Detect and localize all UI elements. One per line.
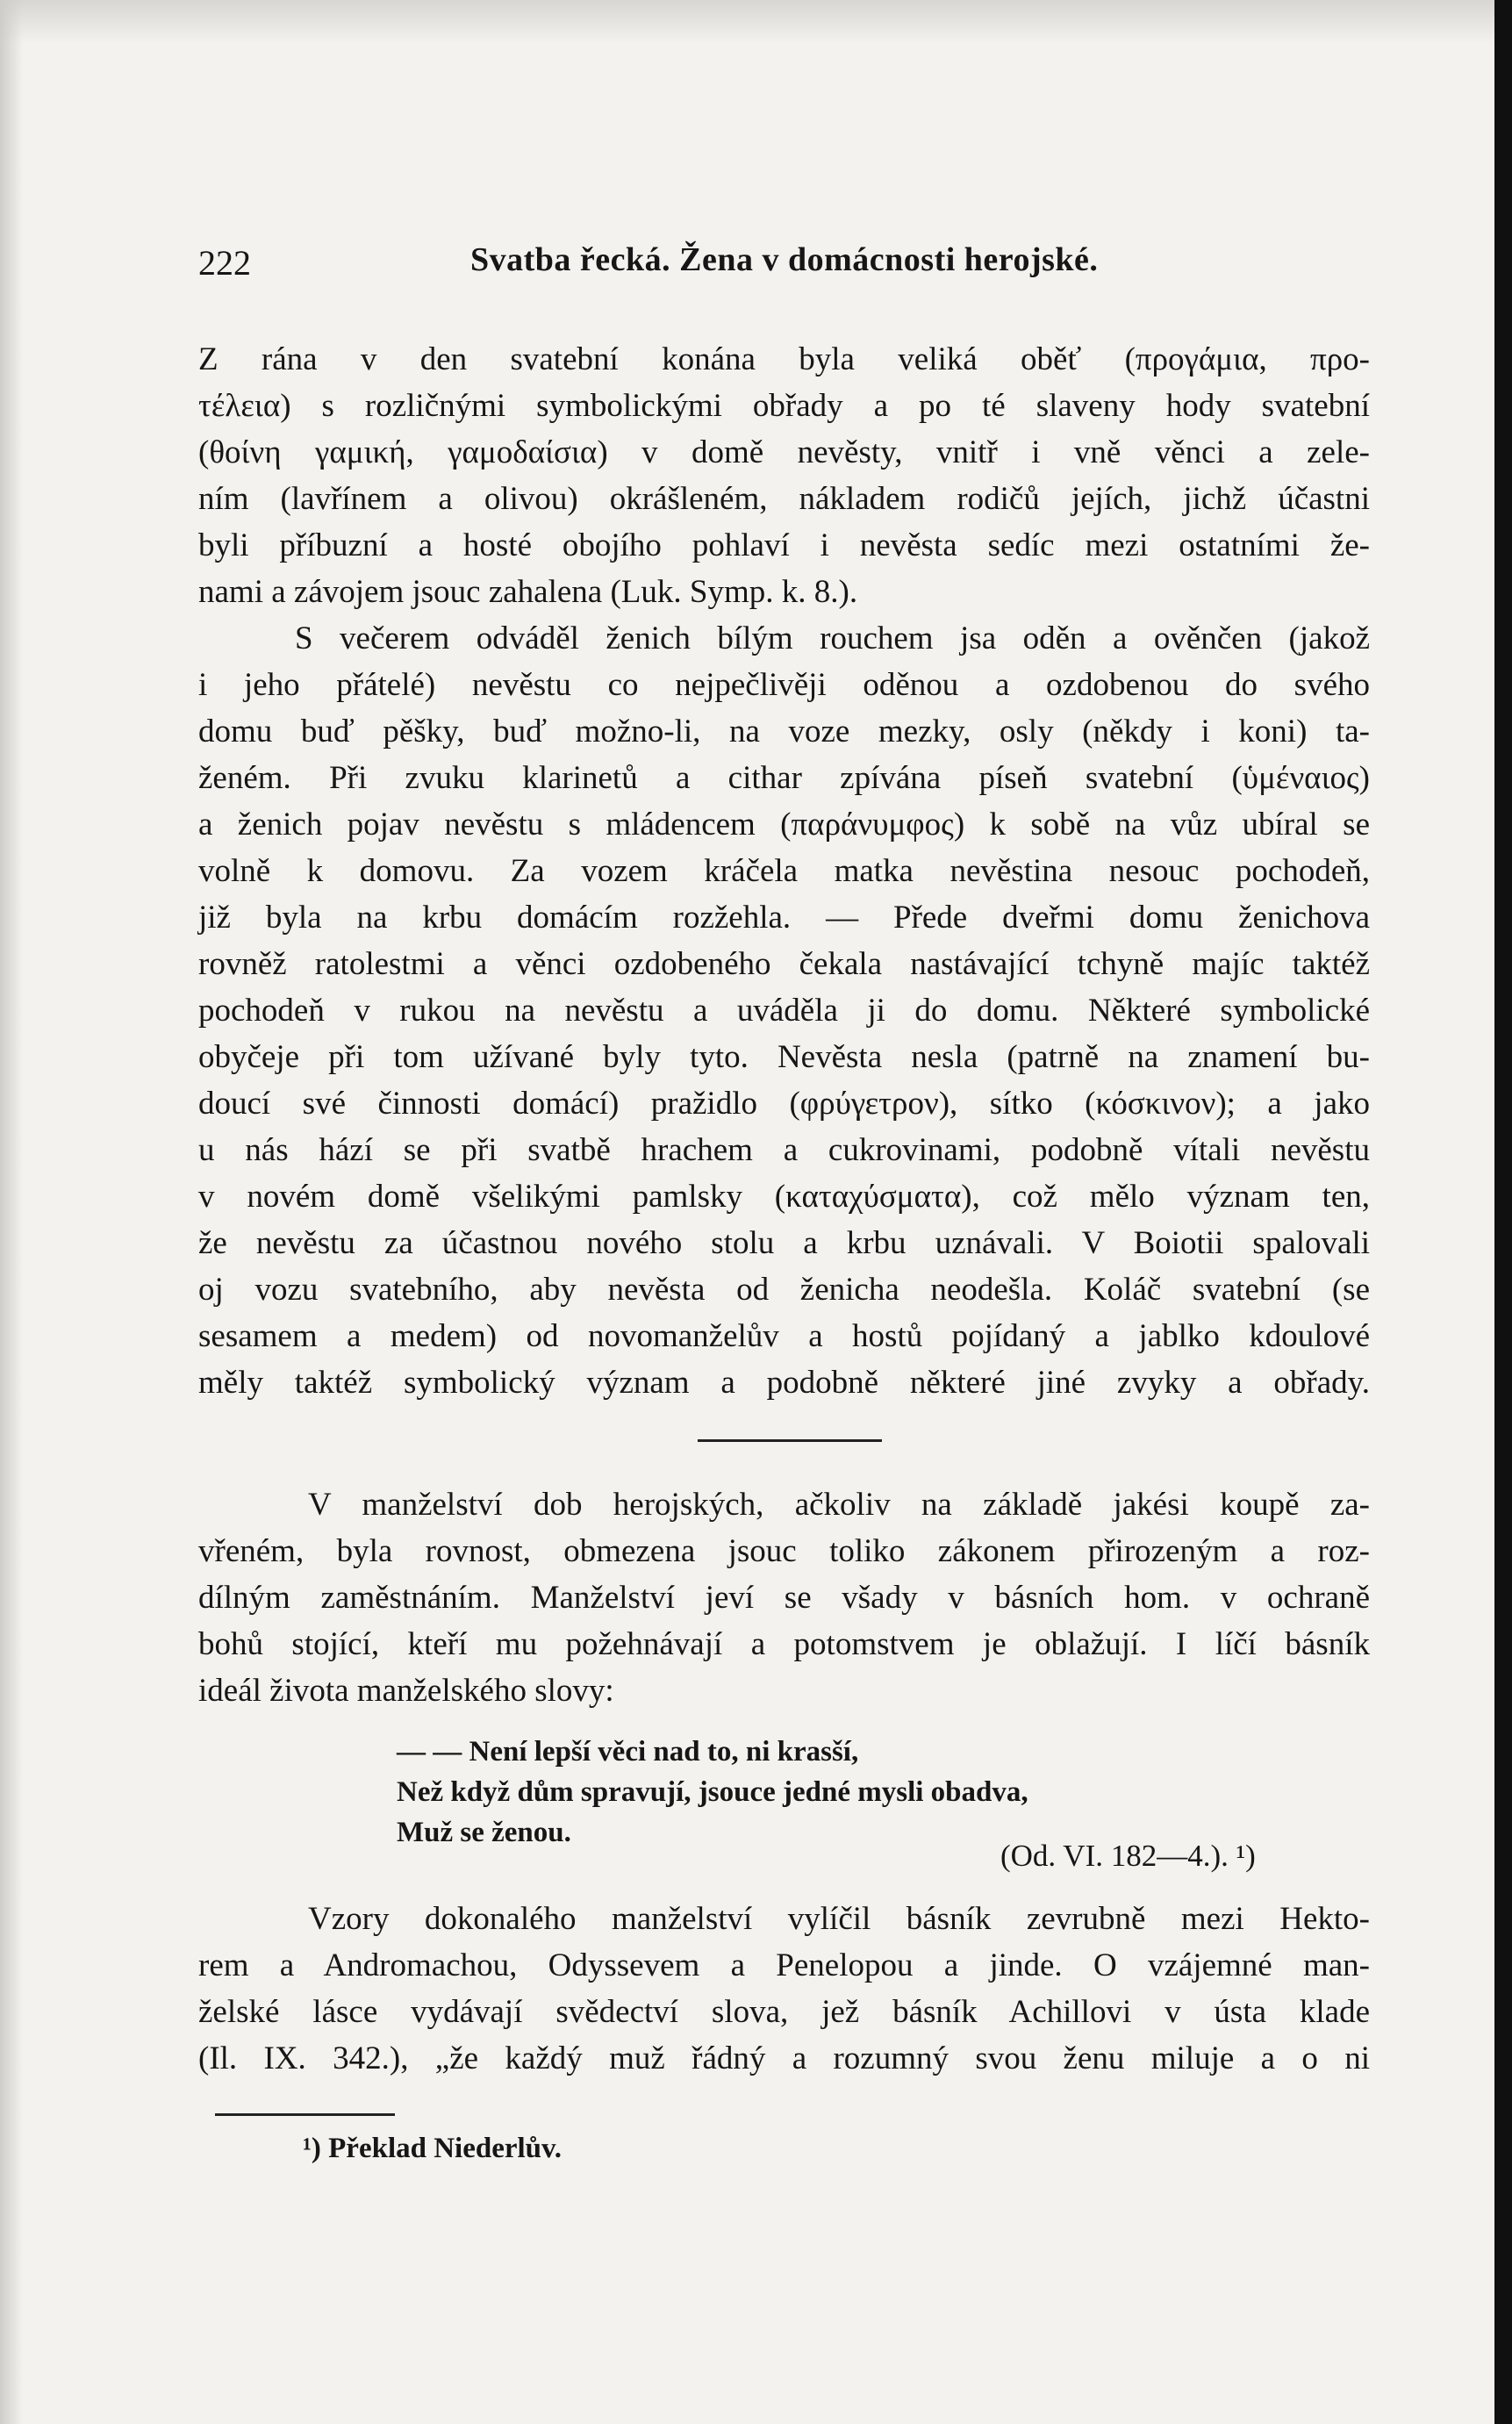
text-line: v novém domě všelikými pamlsky (καταχύσματα), což mělo význam ten, — [198, 1179, 1370, 1215]
text-line: rovněž ratolestmi a věnci ozdobeného čekala nastávající tchyně majíc taktéž — [198, 946, 1370, 982]
paragraph-heroic-marriage — [198, 1481, 1370, 1714]
verse-quote — [397, 1732, 1028, 1853]
text-line: oj vozu svatebního, aby nevěsta od ženicha neodešla. Koláč svatební (se — [198, 1272, 1370, 1308]
text-line: byli příbuzní a hosté obojího pohlaví i nevěsta sedíc mezi ostatními že- — [198, 527, 1370, 563]
text-line: Z rána v den svatební konána byla veliká oběť (προγάμια, προ- — [198, 341, 1370, 377]
text-line: τέλεια) s rozličnými symbolickými obřady a po té slaveny hody svatební — [198, 388, 1370, 424]
scan-border-right — [1494, 0, 1512, 2424]
text-line: pochodeň v rukou na nevěstu a uváděla ji do domu. Některé symbolické — [198, 993, 1370, 1029]
footnote: ¹) Překlad Niederlův. — [303, 2133, 562, 2164]
text-line: bohů stojící, kteří mu požehnávají a potomstvem je oblažují. I líčí básník — [198, 1626, 1370, 1662]
text-line: S večerem odváděl ženich bílým rouchem jsa oděn a ověnčen (jakož — [295, 620, 1370, 656]
footnote-rule — [215, 2113, 395, 2116]
text-line: měly taktéž symbolický význam a podobně některé jiné zvyky a obřady. — [198, 1365, 1370, 1401]
text-line: vřeném, byla rovnost, obmezena jsouc toliko zákonem přirozeným a roz- — [198, 1533, 1370, 1569]
paragraph-wedding-rites — [198, 336, 1370, 1406]
section-divider — [698, 1439, 882, 1442]
page-header — [198, 235, 1370, 288]
text-line: sesamem a medem) od novomanželův a hostů pojídaný a jablko kdoulové — [198, 1318, 1370, 1354]
text-line: již byla na krbu domácím rozžehla. — Přede dveřmi domu ženichova — [198, 900, 1370, 936]
page-shadow-top — [0, 0, 1494, 44]
verse-line: — — Není lepší věci nad to, ni krasší, — [397, 1736, 859, 1768]
text-line: obyčeje při tom užívané byly tyto. Nevěsta nesla (patrně na znamení bu- — [198, 1039, 1370, 1075]
paragraph-marriage-models — [198, 1896, 1370, 2082]
text-line: ním (lavřínem a olivou) okrášleném, nákladem rodičů jejích, jichž účastni — [198, 481, 1370, 517]
text-line: domu buď pěšky, buď možno-li, na voze mezky, osly (někdy i koni) ta- — [198, 714, 1370, 749]
page-shadow-left — [0, 0, 23, 2424]
text-line: nami a závojem jsouc zahalena (Luk. Symp. k. 8.). — [198, 574, 858, 610]
text-line: ženém. Při zvuku klarinetů a cithar zpívána píseň svatební (ὑμέναιος) — [198, 760, 1370, 796]
text-line: želské lásce vydávají svědectví slova, jež básník Achillovi v ústa klade — [198, 1994, 1370, 2030]
text-line: u nás hází se při svatbě hrachem a cukrovinami, podobně vítali nevěstu — [198, 1132, 1370, 1168]
text-line: (Il. IX. 342.), „že každý muž řádný a rozumný svou ženu miluje a o ni — [198, 2040, 1370, 2076]
text-line: a ženich pojav nevěstu s mládencem (παράνυμφος) k sobě na vůz ubíral se — [198, 807, 1370, 843]
text-line: že nevěstu za účastnou nového stolu a krbu uznávali. V Boiotii spalovali — [198, 1225, 1370, 1261]
text-line: Vzory dokonalého manželství vylíčil básník zevrubně mezi Hekto- — [308, 1901, 1370, 1937]
text-line: doucí své činnosti domácí) pražidlo (φρύγετρον), sítko (κόσκινον); a jako — [198, 1086, 1370, 1122]
text-line: dílným zaměstnáním. Manželství jeví se všady v básních hom. v ochraně — [198, 1580, 1370, 1616]
verse-line: Než když dům spravují, jsouce jedné mysli obadva, — [397, 1776, 1028, 1808]
text-line: i jeho přátelé) nevěstu co nejpečlivěji oděnou a ozdobenou do svého — [198, 667, 1370, 703]
text-line: V manželství dob herojských, ačkoliv na základě jakési koupě za- — [308, 1487, 1370, 1523]
text-line: (θοίνη γαμική, γαμοδαίσια) v domě nevěsty, vnitř i vně věnci a zele- — [198, 434, 1370, 470]
text-line: volně k domovu. Za vozem kráčela matka nevěstina nesouc pochodeň, — [198, 853, 1370, 889]
page-number: 222 — [198, 243, 251, 283]
text-line: ideál života manželského slovy: — [198, 1673, 614, 1709]
text-line: rem a Andromachou, Odyssevem a Penelopou a jinde. O vzájemné man- — [198, 1947, 1370, 1983]
verse-line: Muž se ženou. — [397, 1817, 571, 1848]
verse-citation: (Od. VI. 182—4.). ¹) — [1000, 1839, 1256, 1873]
running-title: Svatba řecká. Žena v domácnosti herojské. — [470, 241, 1099, 278]
